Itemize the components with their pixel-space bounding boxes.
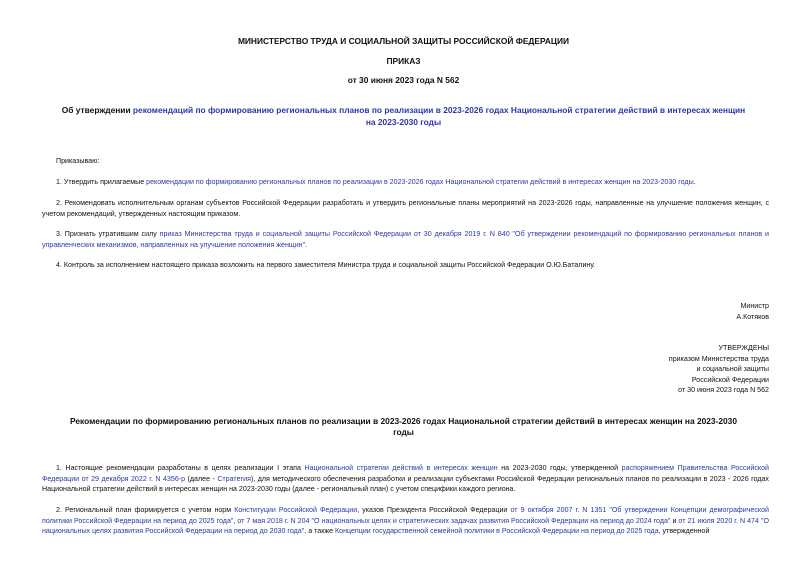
signature-name: А.Котяков xyxy=(736,313,769,321)
paragraph-4: 4. Контроль за исполнением настоящего приказа возложить на первого заместителя Министра труда и социальной защиты Российской Федерации О.Ю.Баталину. xyxy=(56,261,596,269)
title-prefix: Об утверждении xyxy=(61,105,133,115)
a1-text: 1. Настоящие рекомендации разработаны в целях реализации I этапа xyxy=(56,464,305,472)
a2-text: , xyxy=(233,516,238,525)
strategy-link[interactable]: Национальной стратегии действий в интересах женщин xyxy=(304,464,498,472)
p1-end: . xyxy=(693,178,696,186)
order-word: Приказываю: xyxy=(56,157,100,165)
p3-order-link[interactable]: приказ Министерства труда и социальной защиты Российской Федерации от 30 декабря 2019 г. N 840 "Об утверждении рекомендаций по формированию региональных планов и управленческих механизмов, направленных на улучшение положения женщин" xyxy=(42,230,769,249)
annex-paragraph-1 xyxy=(42,463,769,495)
constitution-link[interactable]: Конституции Российской Федерации xyxy=(234,506,358,514)
a2-text: , а также xyxy=(304,527,335,536)
government-order-link[interactable]: распоряжением Правительства Российской Федерации от 29 декабря 2022 г. N 4356-р xyxy=(42,464,769,483)
annex-title xyxy=(0,416,807,438)
a1-text: (далее - xyxy=(185,474,218,483)
p3-end: . xyxy=(305,240,308,249)
a2-text: , указов Президента Российской Федерации xyxy=(357,506,511,514)
document-title xyxy=(0,104,807,128)
title-link[interactable]: рекомендаций по формированию региональных планов по реализации в 2023-2026 годах Национальной стратегии действий в интересах женщин xyxy=(132,105,746,115)
a1-text: на 2023-2030 годы, утвержденной xyxy=(497,464,622,472)
a1-text: ), для методического обеспечения разработки и реализации субъектами Российской Федерации региональных планов по реализации в 2023 - 2026 годах Национальной стратегии действий в интересах женщин на 2023-2030 годы (далее - региональный план) с учетом специфики каждого региона. xyxy=(42,474,769,494)
annex-title-line1: Рекомендации по формированию региональных планов по реализации в 2023-2026 годах Национальной стратегии действий в интересах женщин на 2023-2030 xyxy=(69,416,737,426)
paragraph-2: 2. Рекомендовать исполнительным органам субъектов Российской Федерации разработать и утвердить региональные планы мероприятий на 2023-2026 годы, направленные на улучшение положения женщин, с учетом рекомендаций, утвержденных настоящим приказом. xyxy=(42,199,769,218)
strategy-short-link[interactable]: Стратегия xyxy=(217,474,251,483)
decree-474-link[interactable]: от 21 июля 2020 г. N 474 "О национальных целях развития Российской Федерации на период до 2030 года" xyxy=(42,516,769,536)
p1-text: 1. Утвердить прилагаемые xyxy=(56,178,147,186)
a2-text: и xyxy=(670,516,679,525)
approval-line: и социальной защиты xyxy=(696,365,769,373)
title-link-cont[interactable]: на 2023-2030 годы xyxy=(365,117,442,127)
annex-paragraph-2 xyxy=(42,505,769,537)
approval-line: приказом Министерства труда xyxy=(668,355,769,363)
paragraph-1 xyxy=(56,177,696,188)
approval-stamp-line: УТВЕРЖДЕНЫ xyxy=(718,344,769,352)
signature-position: Министр xyxy=(740,302,769,310)
paragraph-3 xyxy=(42,229,769,250)
family-policy-concept-link[interactable]: Концепции государственной семейной политики в Российской Федерации на период до 2025 года xyxy=(335,527,659,536)
a2-text: , утвержденной xyxy=(658,527,710,536)
doc-type-heading: ПРИКАЗ xyxy=(386,56,421,66)
a2-text: 2. Региональный план формируется с учетом норм xyxy=(56,506,235,514)
ministry-heading: МИНИСТЕРСТВО ТРУДА И СОЦИАЛЬНОЙ ЗАЩИТЫ РОССИЙСКОЙ ФЕДЕРАЦИИ xyxy=(237,36,570,46)
doc-date-number: от 30 июня 2023 года N 562 xyxy=(347,75,460,85)
p1-recommendations-link[interactable]: рекомендации по формированию региональных планов по реализации в 2023-2026 годах Национальной стратегии действий в интересах женщин на 2023-2030 годы xyxy=(146,178,694,186)
approval-date: от 30 июня 2023 года N 562 xyxy=(678,386,769,394)
annex-title-line2: годы xyxy=(393,427,414,437)
decree-1351-link[interactable]: от 9 октября 2007 г. N 1351 "Об утверждении Концепции демографической политики Российской Федерации на период до 2025 года" xyxy=(42,506,769,525)
approval-line: Российской Федерации xyxy=(691,376,769,384)
decree-204-link[interactable]: от 7 мая 2018 г. N 204 "О национальных целях и стратегических задачах развития Российской Федерации на период до 2024 года" xyxy=(237,516,671,525)
p3-text: 3. Признать утратившим силу xyxy=(56,230,160,238)
